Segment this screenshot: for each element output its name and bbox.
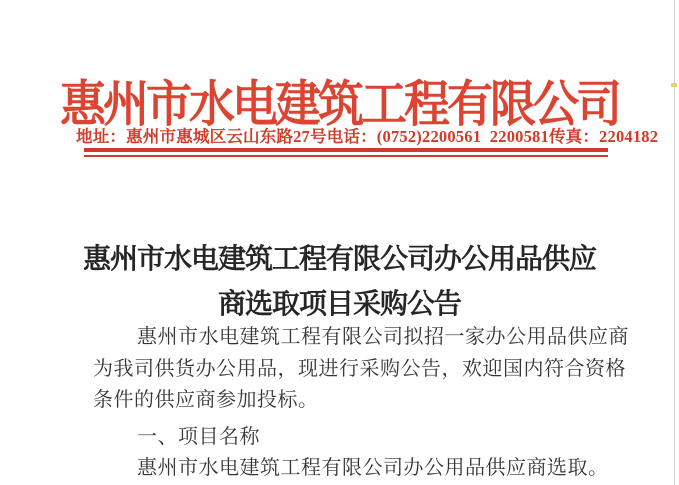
document-title-line2: 商选取项目采购公告 xyxy=(217,289,461,321)
body-paragraph-line: 惠州市水电建筑工程有限公司拟招一家办公用品供应商 xyxy=(137,326,629,348)
scan-artifact xyxy=(671,83,677,87)
scan-edge-line xyxy=(674,0,675,485)
body-paragraph-line: 为我司供货办公用品，现进行采购公告，欢迎国内符合资格 xyxy=(93,357,626,380)
letterhead-contact-line xyxy=(76,123,659,147)
document-body xyxy=(93,322,629,485)
document-title-line1: 惠州市水电建筑工程有限公司办公用品供应 xyxy=(82,244,596,276)
address-text: 地址：惠州市惠城区云山东路27号 xyxy=(76,127,327,146)
fax-text: 传真：2204182 xyxy=(548,127,659,146)
phone-text: 电话：(0752)2200561 2200581 xyxy=(326,127,549,146)
section-heading: 一、项目名称 xyxy=(137,425,260,448)
body-paragraph-line: 条件的供应商参加投标。 xyxy=(93,389,319,411)
document-title xyxy=(0,237,679,327)
section-content: 惠州市水电建筑工程有限公司办公用品供应商选取。 xyxy=(137,457,609,479)
letterhead-divider-line xyxy=(84,148,608,157)
company-name: 惠州市水电建筑工程有限公司 xyxy=(60,76,619,132)
